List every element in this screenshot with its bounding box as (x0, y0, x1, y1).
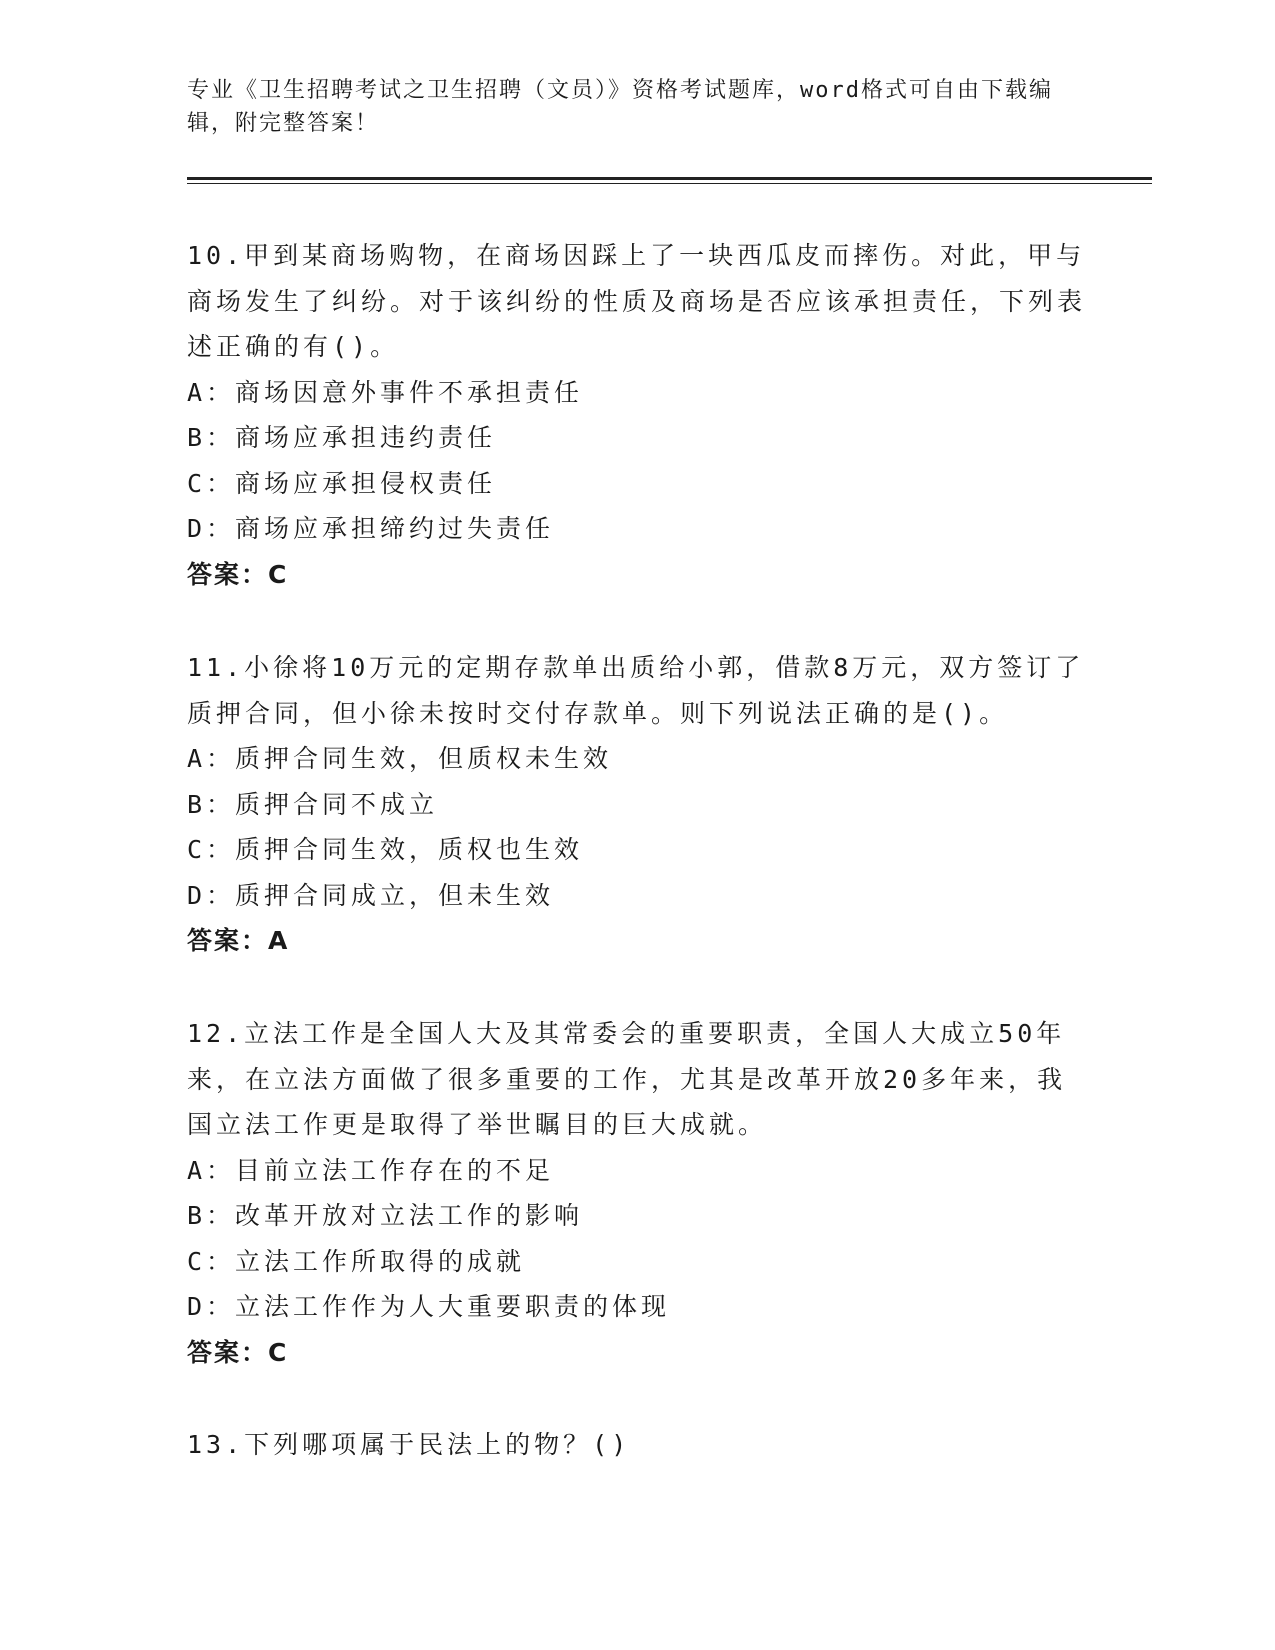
question-13 (187, 1422, 1087, 1468)
option-b: B：商场应承担违约责任 (187, 423, 497, 452)
option-b: B：改革开放对立法工作的影响 (187, 1201, 584, 1230)
answer: 答案：A (187, 926, 290, 955)
question-stem: 11.小徐将10万元的定期存款单出质给小郭，借款8万元，双方签订了质押合同，但小徐未按时交付存款单。则下列说法正确的是()。 (187, 653, 1085, 728)
option-a: A：质押合同生效，但质权未生效 (187, 744, 613, 773)
header-divider-thick (187, 177, 1152, 180)
question-11 (187, 645, 1087, 964)
question-10 (187, 233, 1087, 597)
option-a: A：商场因意外事件不承担责任 (187, 377, 584, 407)
option-b: B：质押合同不成立 (187, 789, 439, 819)
document-header-description: 专业《卫生招聘考试之卫生招聘（文员）》资格考试题库，word格式可自由下载编辑，附完整答案！ (187, 78, 1053, 136)
question-stem: 10.甲到某商场购物，在商场因踩上了一块西瓜皮而摔伤。对此，甲与商场发生了纠纷。对于该纠纷的性质及商场是否应该承担责任，下列表述正确的有()。 (187, 241, 1087, 361)
option-d: D：商场应承担缔约过失责任 (187, 514, 555, 543)
answer: 答案：C (187, 1337, 289, 1367)
option-c: C：质押合同生效，质权也生效 (187, 835, 584, 864)
question-12 (187, 1011, 1087, 1375)
option-c: C：立法工作所取得的成就 (187, 1246, 526, 1276)
option-d: D：质押合同成立，但未生效 (187, 880, 555, 910)
option-d: D：立法工作作为人大重要职责的体现 (187, 1292, 671, 1321)
question-stem: 13.下列哪项属于民法上的物？() (187, 1430, 631, 1459)
header-divider-thin (187, 183, 1152, 184)
question-stem: 12.立法工作是全国人大及其常委会的重要职责，全国人大成立50年来，在立法方面做了很多重要的工作，尤其是改革开放20多年来，我国立法工作更是取得了举世瞩目的巨大成就。 (187, 1019, 1067, 1139)
option-a: A：目前立法工作存在的不足 (187, 1155, 555, 1185)
option-c: C：商场应承担侵权责任 (187, 468, 497, 498)
answer: 答案：C (187, 559, 289, 589)
